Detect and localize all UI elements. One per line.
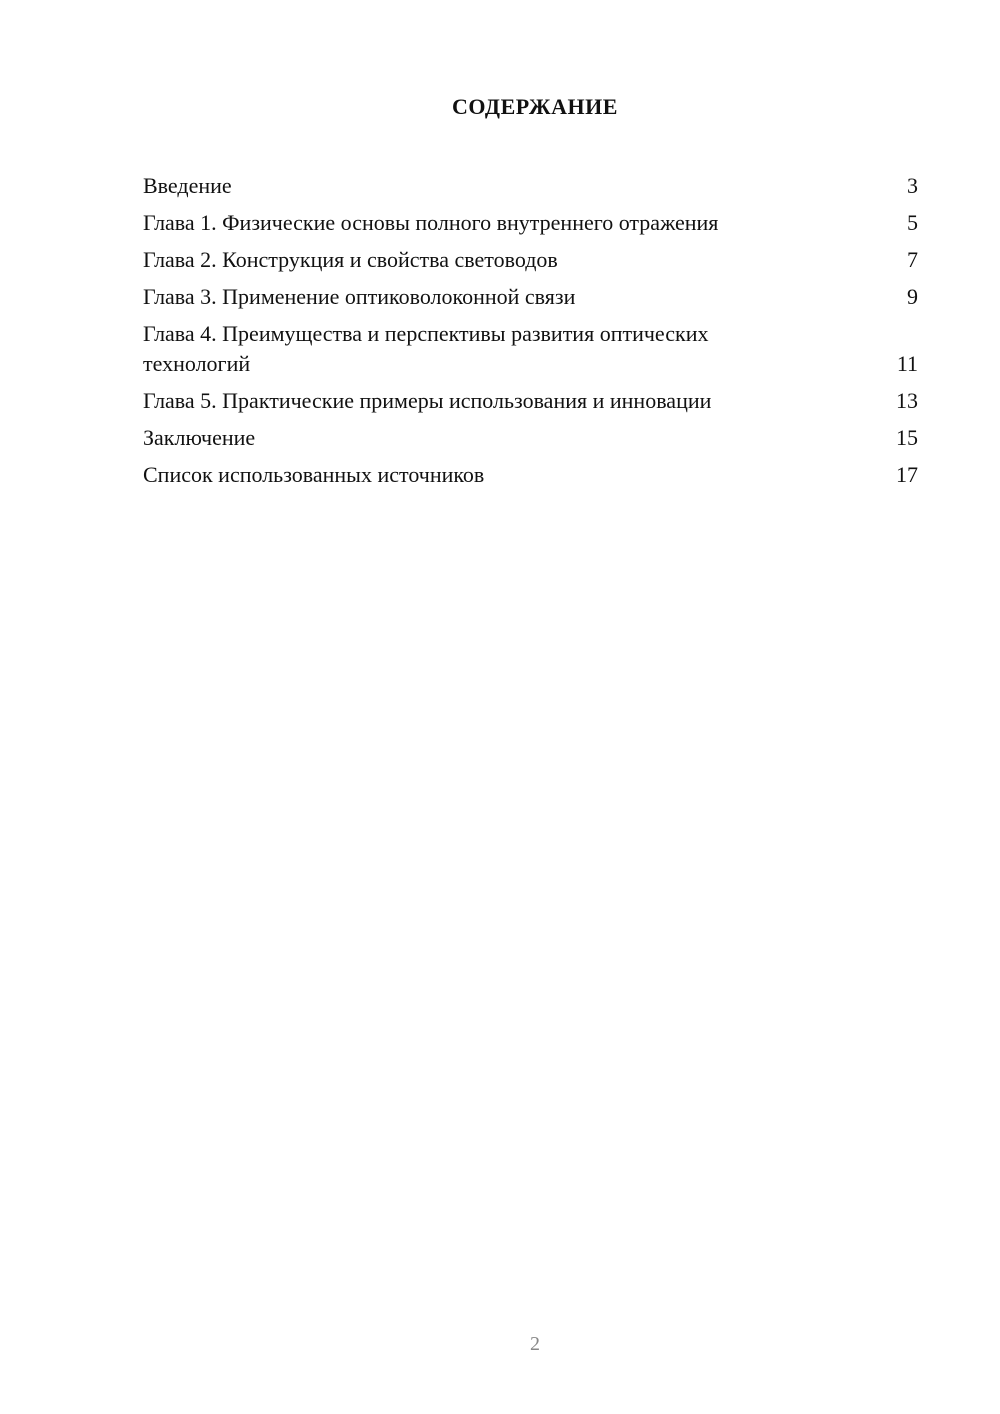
toc-entry-page: 3 xyxy=(907,173,918,198)
page-title: СОДЕРЖАНИЕ xyxy=(452,94,618,119)
toc-entry[interactable] xyxy=(143,282,918,312)
toc-entry[interactable] xyxy=(143,386,918,416)
toc-entry-page: 7 xyxy=(907,247,918,272)
toc-entry-label: Заключение xyxy=(143,425,256,450)
toc-entry-label: Глава 2. Конструкция и свойства световодов xyxy=(143,247,558,272)
toc-entry[interactable] xyxy=(143,208,918,238)
toc-entry-label: Введение xyxy=(143,173,232,198)
toc-entry-label: Глава 1. Физические основы полного внутреннего отражения xyxy=(143,210,719,235)
toc-entry-page: 17 xyxy=(896,462,918,487)
toc-entry-page: 11 xyxy=(896,351,918,376)
toc-entry[interactable] xyxy=(143,171,918,201)
toc-entry[interactable] xyxy=(143,460,918,490)
page-number: 2 xyxy=(530,1333,540,1355)
toc-entry[interactable] xyxy=(143,245,918,275)
toc-entry-label: Глава 5. Практические примеры использования и инновации xyxy=(143,388,712,413)
toc-entry-label: Глава 4. Преимущества и перспективы развития оптических технологий xyxy=(143,321,709,376)
toc-entry-page: 5 xyxy=(907,210,918,235)
toc-entry-page: 9 xyxy=(907,284,918,309)
toc-entry-page: 15 xyxy=(896,425,918,450)
toc-entry[interactable] xyxy=(143,423,918,453)
toc-entry-page: 13 xyxy=(896,388,918,413)
table-of-contents xyxy=(143,171,918,497)
toc-entry-label: Список использованных источников xyxy=(143,462,485,487)
toc-entry-label: Глава 3. Применение оптиковолоконной связи xyxy=(143,284,576,309)
toc-entry[interactable] xyxy=(143,319,918,379)
